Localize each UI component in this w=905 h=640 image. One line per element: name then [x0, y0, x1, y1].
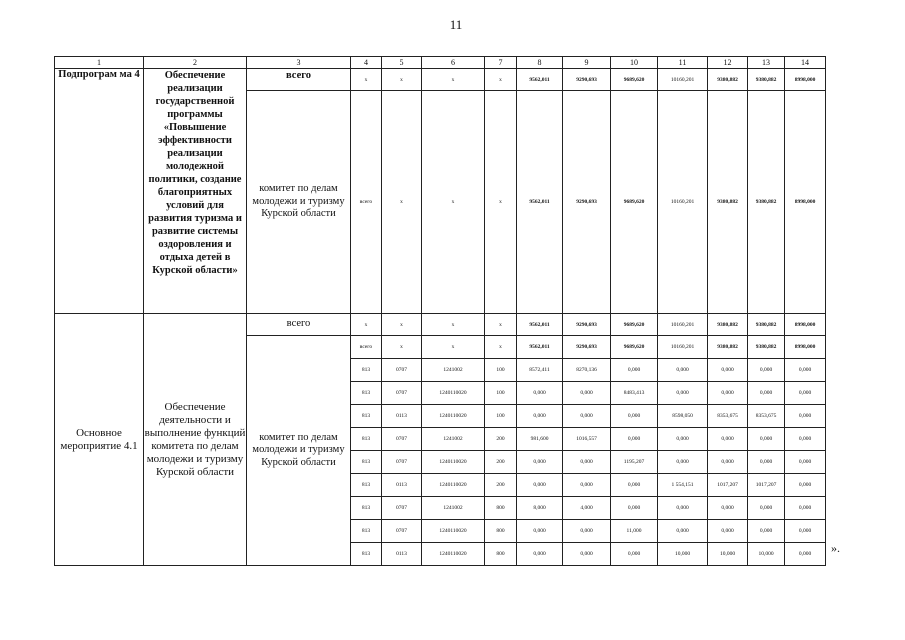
table-cell: x — [382, 314, 422, 336]
table-cell: 0,000 — [563, 382, 611, 405]
table-cell: 813 — [351, 359, 382, 382]
table-cell: 0,000 — [517, 520, 563, 543]
table-cell: 1240110020 — [422, 405, 485, 428]
table-cell: всего — [351, 336, 382, 359]
table-cell: 0,000 — [563, 474, 611, 497]
table-cell: 0,000 — [708, 359, 748, 382]
total-label: всего — [247, 314, 351, 336]
column-number: 7 — [485, 57, 517, 69]
budget-table — [54, 56, 826, 566]
table-cell: 0,000 — [748, 497, 785, 520]
table-cell: 0,000 — [517, 474, 563, 497]
table-cell: 1195,207 — [611, 451, 658, 474]
column-number: 10 — [611, 57, 658, 69]
table-cell: 0,000 — [748, 382, 785, 405]
table-cell: 0,000 — [611, 474, 658, 497]
table-cell: 0,000 — [563, 543, 611, 566]
table-cell: 1241002 — [422, 497, 485, 520]
table-cell: 10160,201 — [658, 336, 708, 359]
table-cell: 0,000 — [785, 382, 826, 405]
responsible-committee: комитет по делам молодежи и туризму Курской области — [247, 336, 351, 566]
table-cell: 813 — [351, 474, 382, 497]
table-cell: 0,000 — [517, 543, 563, 566]
table-cell: 10160,201 — [658, 69, 708, 91]
table-cell: x — [485, 69, 517, 91]
table-cell: 0707 — [382, 359, 422, 382]
table-cell: 9689,620 — [611, 69, 658, 91]
table-row — [55, 314, 826, 336]
table-cell: 0,000 — [785, 520, 826, 543]
table-cell: 1017,207 — [708, 474, 748, 497]
table-cell: 0,000 — [785, 543, 826, 566]
table-cell: 0707 — [382, 497, 422, 520]
table-cell: 8,000 — [517, 497, 563, 520]
header-row — [55, 57, 826, 69]
column-number: 14 — [785, 57, 826, 69]
table-cell: 200 — [485, 474, 517, 497]
table-cell: 9380,882 — [748, 314, 785, 336]
table-cell: 0,000 — [748, 428, 785, 451]
responsible-committee: комитет по делам молодежи и туризму Курской области — [247, 91, 351, 314]
table-cell: x — [422, 314, 485, 336]
table-cell: 0,000 — [708, 520, 748, 543]
table-cell: 0,000 — [611, 497, 658, 520]
table-cell: 9380,882 — [708, 314, 748, 336]
column-number: 12 — [708, 57, 748, 69]
table-cell: 0113 — [382, 543, 422, 566]
table-cell: 10,000 — [708, 543, 748, 566]
subprogram-description: Обеспечение реализации государственной программы «Повышение эффективности реализации молодежной политики, создание благоприятных условий для развития туризма и развитие системы оздоровления и отдыха детей в Курской области» — [144, 69, 247, 314]
table-cell: 0,000 — [517, 451, 563, 474]
column-number: 5 — [382, 57, 422, 69]
table-cell: 0,000 — [708, 451, 748, 474]
table-cell: 100 — [485, 405, 517, 428]
table-cell: 10160,201 — [658, 314, 708, 336]
column-number: 8 — [517, 57, 563, 69]
column-number: 11 — [658, 57, 708, 69]
table-cell: 9380,882 — [748, 91, 785, 314]
table-cell: x — [351, 69, 382, 91]
table-cell: 1240110020 — [422, 520, 485, 543]
table-cell: 0,000 — [658, 382, 708, 405]
table-cell: 8572,411 — [517, 359, 563, 382]
table-cell: 0,000 — [785, 428, 826, 451]
table-cell: 100 — [485, 382, 517, 405]
table-cell: 813 — [351, 497, 382, 520]
table-cell: x — [485, 336, 517, 359]
table-cell: 0707 — [382, 428, 422, 451]
table-cell: 0,000 — [785, 474, 826, 497]
closing-quote-mark: ». — [831, 541, 840, 555]
table-cell: x — [351, 314, 382, 336]
table-cell: 9562,011 — [517, 314, 563, 336]
table-cell: 9380,882 — [708, 336, 748, 359]
column-number: 3 — [247, 57, 351, 69]
table-cell: всего — [351, 91, 382, 314]
table-cell: 981,600 — [517, 428, 563, 451]
table-cell: 1016,557 — [563, 428, 611, 451]
column-number: 9 — [563, 57, 611, 69]
table-cell: 9562,011 — [517, 91, 563, 314]
table-cell: 0113 — [382, 474, 422, 497]
table-cell: 8270,136 — [563, 359, 611, 382]
table-cell: 4,000 — [563, 497, 611, 520]
column-number: 1 — [55, 57, 144, 69]
total-label: всего — [247, 69, 351, 91]
table-cell: 8353,675 — [748, 405, 785, 428]
table-cell: 813 — [351, 543, 382, 566]
table-cell: 1240110020 — [422, 451, 485, 474]
table-cell: 10160,201 — [658, 91, 708, 314]
table-cell: 0,000 — [611, 543, 658, 566]
table-cell: 100 — [485, 359, 517, 382]
table-cell: 10,000 — [748, 543, 785, 566]
table-cell: 0,000 — [748, 359, 785, 382]
table-cell: 9562,011 — [517, 336, 563, 359]
table-cell: x — [422, 91, 485, 314]
table-cell: x — [382, 69, 422, 91]
table-cell: 0,000 — [748, 520, 785, 543]
table-cell: x — [485, 91, 517, 314]
table-cell: x — [382, 91, 422, 314]
table-cell: 11,000 — [611, 520, 658, 543]
table-cell: 9290,693 — [563, 91, 611, 314]
subprogram-label: Подпрограм ма 4 — [55, 69, 144, 314]
table-cell: 8998,000 — [785, 314, 826, 336]
table-cell: 0,000 — [611, 359, 658, 382]
table-cell: 9689,620 — [611, 336, 658, 359]
table-cell: 9290,693 — [563, 314, 611, 336]
table-cell: 1240110020 — [422, 474, 485, 497]
table-cell: 800 — [485, 543, 517, 566]
table-cell: 0707 — [382, 520, 422, 543]
table-cell: 8998,000 — [785, 91, 826, 314]
table-cell: x — [422, 69, 485, 91]
table-cell: 813 — [351, 405, 382, 428]
column-number: 2 — [144, 57, 247, 69]
table-cell: 9689,620 — [611, 314, 658, 336]
table-cell: 0707 — [382, 382, 422, 405]
table-cell: 813 — [351, 382, 382, 405]
table-cell: 0,000 — [785, 451, 826, 474]
table-cell: 0,000 — [785, 497, 826, 520]
table-cell: 9380,882 — [708, 91, 748, 314]
table-cell: 813 — [351, 451, 382, 474]
table-cell: 1017,207 — [748, 474, 785, 497]
table-cell: 1240110020 — [422, 382, 485, 405]
measure-label: Основное мероприятие 4.1 — [55, 314, 144, 566]
table-cell: 9562,011 — [517, 69, 563, 91]
table-cell: 9689,620 — [611, 91, 658, 314]
table-cell: 200 — [485, 428, 517, 451]
table-cell: 10,000 — [658, 543, 708, 566]
table-cell: 0,000 — [785, 359, 826, 382]
table-cell: x — [485, 314, 517, 336]
table-cell: 0,000 — [748, 451, 785, 474]
table-row — [55, 69, 826, 91]
table-cell: 0,000 — [708, 428, 748, 451]
table-cell: 0,000 — [658, 520, 708, 543]
table-cell: 9380,882 — [748, 69, 785, 91]
table-cell: 800 — [485, 497, 517, 520]
table-cell: 9380,882 — [708, 69, 748, 91]
table-cell: 0,000 — [785, 405, 826, 428]
table-cell: 0,000 — [611, 428, 658, 451]
table-cell: 0,000 — [517, 405, 563, 428]
column-number: 4 — [351, 57, 382, 69]
table-cell: 8998,000 — [785, 336, 826, 359]
table-cell: 0113 — [382, 405, 422, 428]
table-cell: 813 — [351, 520, 382, 543]
table-cell: 0,000 — [517, 382, 563, 405]
page-number: 11 — [449, 17, 463, 32]
table-cell: 0,000 — [611, 405, 658, 428]
table-cell: 800 — [485, 520, 517, 543]
table-cell: 8998,000 — [785, 69, 826, 91]
measure-description: Обеспечение деятельности и выполнение функций комитета по делам молодежи и туризму Курской области — [144, 314, 247, 566]
table-cell: 1241002 — [422, 359, 485, 382]
table-cell: 200 — [485, 451, 517, 474]
table-cell: 0,000 — [563, 451, 611, 474]
table-cell: 0,000 — [658, 359, 708, 382]
table-cell: 0,000 — [563, 520, 611, 543]
table-cell: 1240110020 — [422, 543, 485, 566]
table-cell: 1241002 — [422, 428, 485, 451]
column-number: 6 — [422, 57, 485, 69]
column-number: 13 — [748, 57, 785, 69]
table-cell: 0,000 — [658, 451, 708, 474]
table-cell: 0,000 — [658, 428, 708, 451]
table-cell: x — [422, 336, 485, 359]
table-cell: 0,000 — [708, 382, 748, 405]
table-cell: 0,000 — [708, 497, 748, 520]
table-cell: 0,000 — [563, 405, 611, 428]
table-cell: 8353,675 — [708, 405, 748, 428]
table-cell: 0707 — [382, 451, 422, 474]
table-cell: 9290,693 — [563, 69, 611, 91]
table-cell: 0,000 — [658, 497, 708, 520]
table-cell: 813 — [351, 428, 382, 451]
table-cell: 8483,413 — [611, 382, 658, 405]
table-cell: 8598,050 — [658, 405, 708, 428]
table-cell: 9380,882 — [748, 336, 785, 359]
table-cell: x — [382, 336, 422, 359]
table-cell: 9290,693 — [563, 336, 611, 359]
table-cell: 1 554,151 — [658, 474, 708, 497]
